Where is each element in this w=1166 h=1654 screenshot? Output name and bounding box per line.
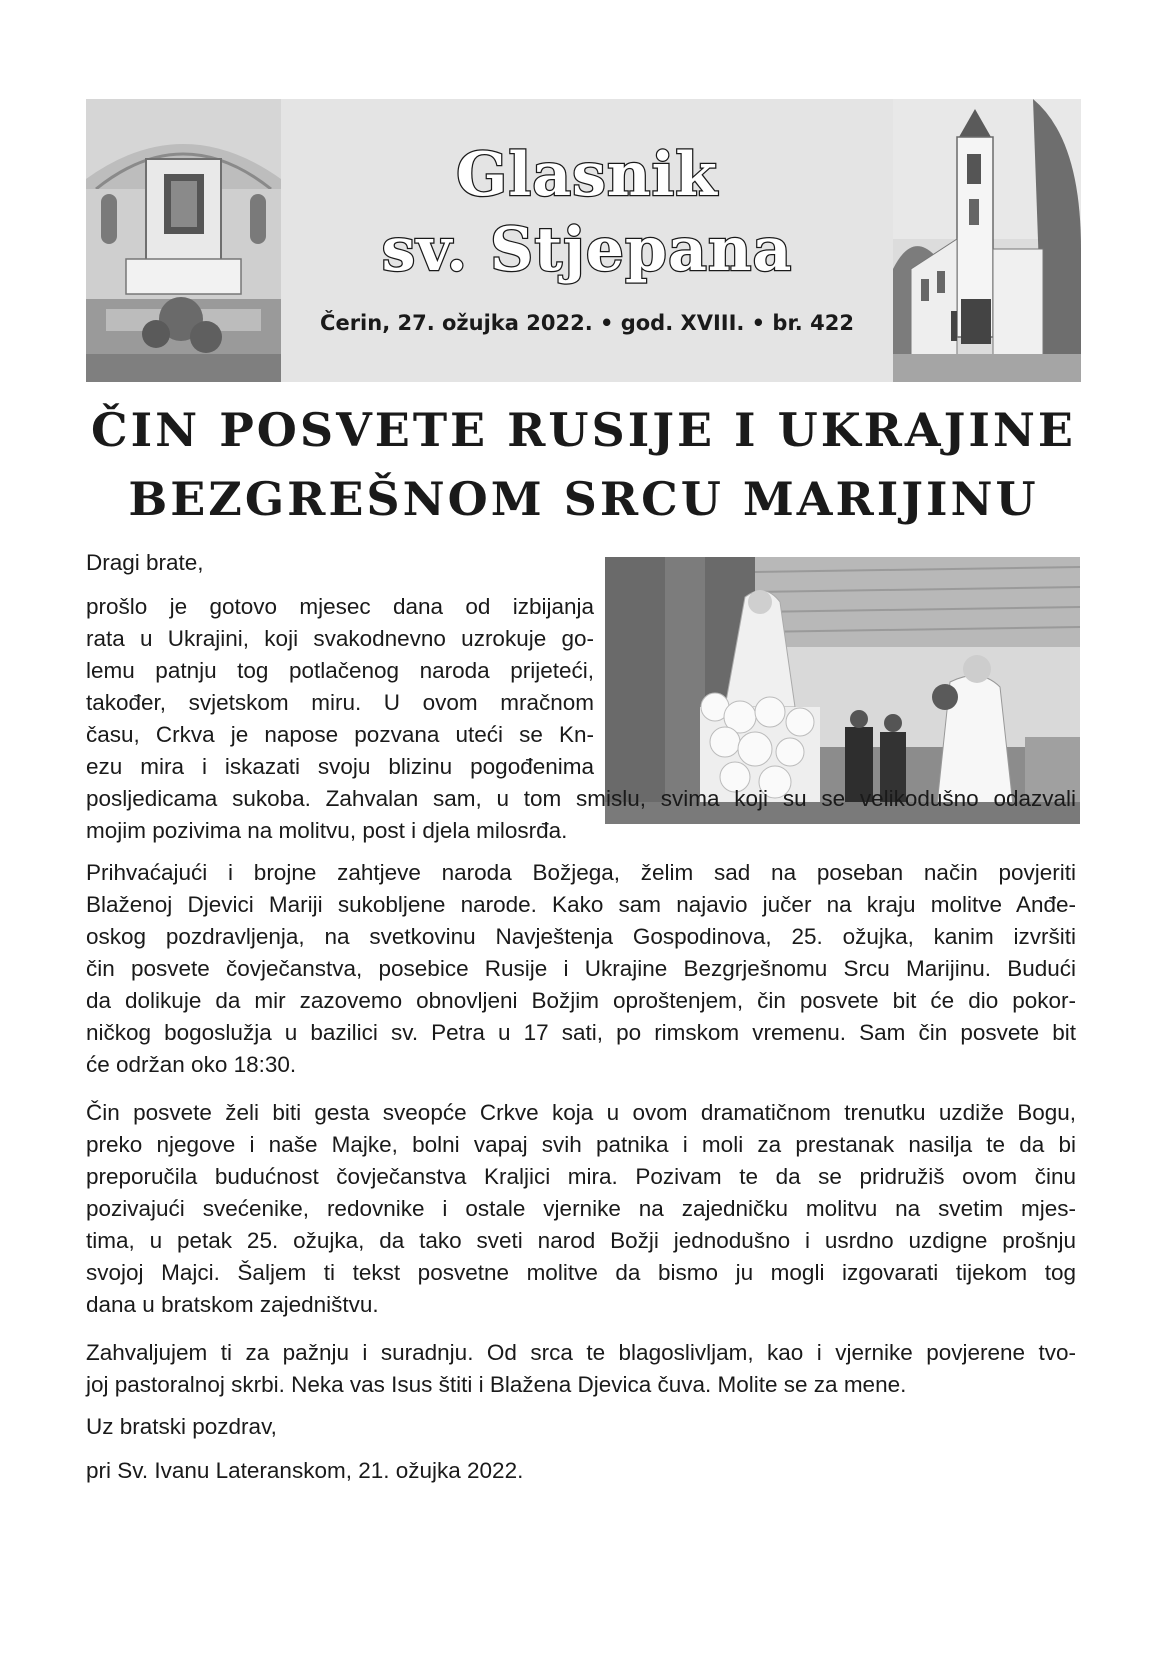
- church-tower-photo: [893, 99, 1081, 382]
- text-line: ezu mira i iskazati svoju blizinu pogođenima: [86, 754, 594, 779]
- headline-line1: ČIN POSVETE RUSIJE I UKRAJINE: [91, 403, 1076, 457]
- masthead: [86, 99, 1081, 382]
- text-line: oskog pozdravljenja, na svetkovinu Navještenja Gospodinova, 25. ožujka, kanim izvršiti: [86, 924, 1076, 949]
- masthead-title-line2: sv. Stjepana: [381, 215, 793, 285]
- text-line: svojoj Majci. Šaljem ti tekst posvetne molitve da bismo ju mogli izgovarati tijekom tog: [86, 1260, 1076, 1285]
- text-line: čin posvete čovječanstva, posebice Rusije i Ukrajine Bezgrješnomu Srcu Marijinu. Budući: [86, 956, 1076, 981]
- text-line: preko njegove i naše Majke, bolni vapaj svih patnika i moli za prestanak nasilja te da bi: [86, 1132, 1076, 1157]
- letter-paragraph-4: [86, 1337, 1076, 1401]
- text-line: tima, u petak 25. ožujka, da tako sveti narod Božji jednodušno i usrdno uzdigne prošnju: [86, 1228, 1076, 1253]
- text-line: će održan oko 18:30.: [86, 1052, 297, 1077]
- text-line: Čin posvete želi biti gesta sveopće Crkve koja u ovom dramatičnom trenutku uzdiže Bogu,: [86, 1100, 1076, 1125]
- text-line: rata u Ukrajini, koji svakodnevno uzrokuje go-: [86, 626, 594, 651]
- text-line: času, Crkva je napose pozvana uteći se Kn-: [86, 722, 594, 747]
- letter-paragraph-1: [86, 591, 594, 783]
- letter-paragraph-3: [86, 1097, 1076, 1321]
- letter-salutation: Dragi brate,: [86, 550, 204, 575]
- masthead-title-line1: Glasnik: [456, 140, 718, 210]
- text-line: dana u bratskom zajedništvu.: [86, 1292, 379, 1317]
- text-line: Blaženoj Djevici Mariji sukobljene narode. Kako sam najavio jučer na kraju molitve Anđe-: [86, 892, 1076, 917]
- church-altar-photo: [86, 99, 281, 382]
- text-line: Zahvaljujem ti za pažnju i suradnju. Od srca te blagoslivljam, kao i vjernike povjerene tvo-: [86, 1340, 1076, 1365]
- masthead-issue-info: Čerin, 27. ožujka 2022. • god. XVIII. • br. 422: [320, 311, 854, 335]
- text-line: da dolikuje da mir zazovemo obnovljeni Božjim oproštenjem, čin posvete bit će dio pokor-: [86, 988, 1076, 1013]
- text-line: mojim pozivima na molitvu, post i djela milosrđa.: [86, 818, 568, 843]
- text-line: pozivajući svećenike, redovnike i ostale vjernike na zajedničku molitvu na svetim mjes-: [86, 1196, 1076, 1221]
- text-line: joj pastoralnoj skrbi. Neka vas Isus štiti i Blažena Djevica čuva. Molite se za mene.: [86, 1372, 907, 1397]
- text-line: također, svjetskom miru. U ovom mračnom: [86, 690, 594, 715]
- text-line: lemu patnju tog potlačenog naroda prijeteći,: [86, 658, 594, 683]
- text-line: posljedicama sukoba. Zahvalan sam, u tom smislu, svima koji su se velikodušno odazvali: [86, 786, 1076, 811]
- text-line: ničkog bogoslužja u bazilici sv. Petra u 17 sati, po rimskom vremenu. Sam čin posvete bit: [86, 1020, 1076, 1045]
- letter-paragraph-2: [86, 857, 1076, 1081]
- letter-closing: Uz bratski pozdrav,: [86, 1414, 277, 1439]
- text-line: Prihvaćajući i brojne zahtjeve naroda Božjega, želim sad na poseban način povjeriti: [86, 860, 1076, 885]
- letter-signature-line: pri Sv. Ivanu Lateranskom, 21. ožujka 2022.: [86, 1458, 524, 1483]
- text-line: prošlo je gotovo mjesec dana od izbijanja: [86, 594, 594, 619]
- letter-paragraph-1-continued: [86, 783, 1076, 847]
- text-line: preporučila budućnost čovječanstva Kraljici mira. Pozivam te da se pridružiš ovom činu: [86, 1164, 1076, 1189]
- headline-line2: BEZGREŠNOM SRCU MARIJINU: [128, 472, 1039, 526]
